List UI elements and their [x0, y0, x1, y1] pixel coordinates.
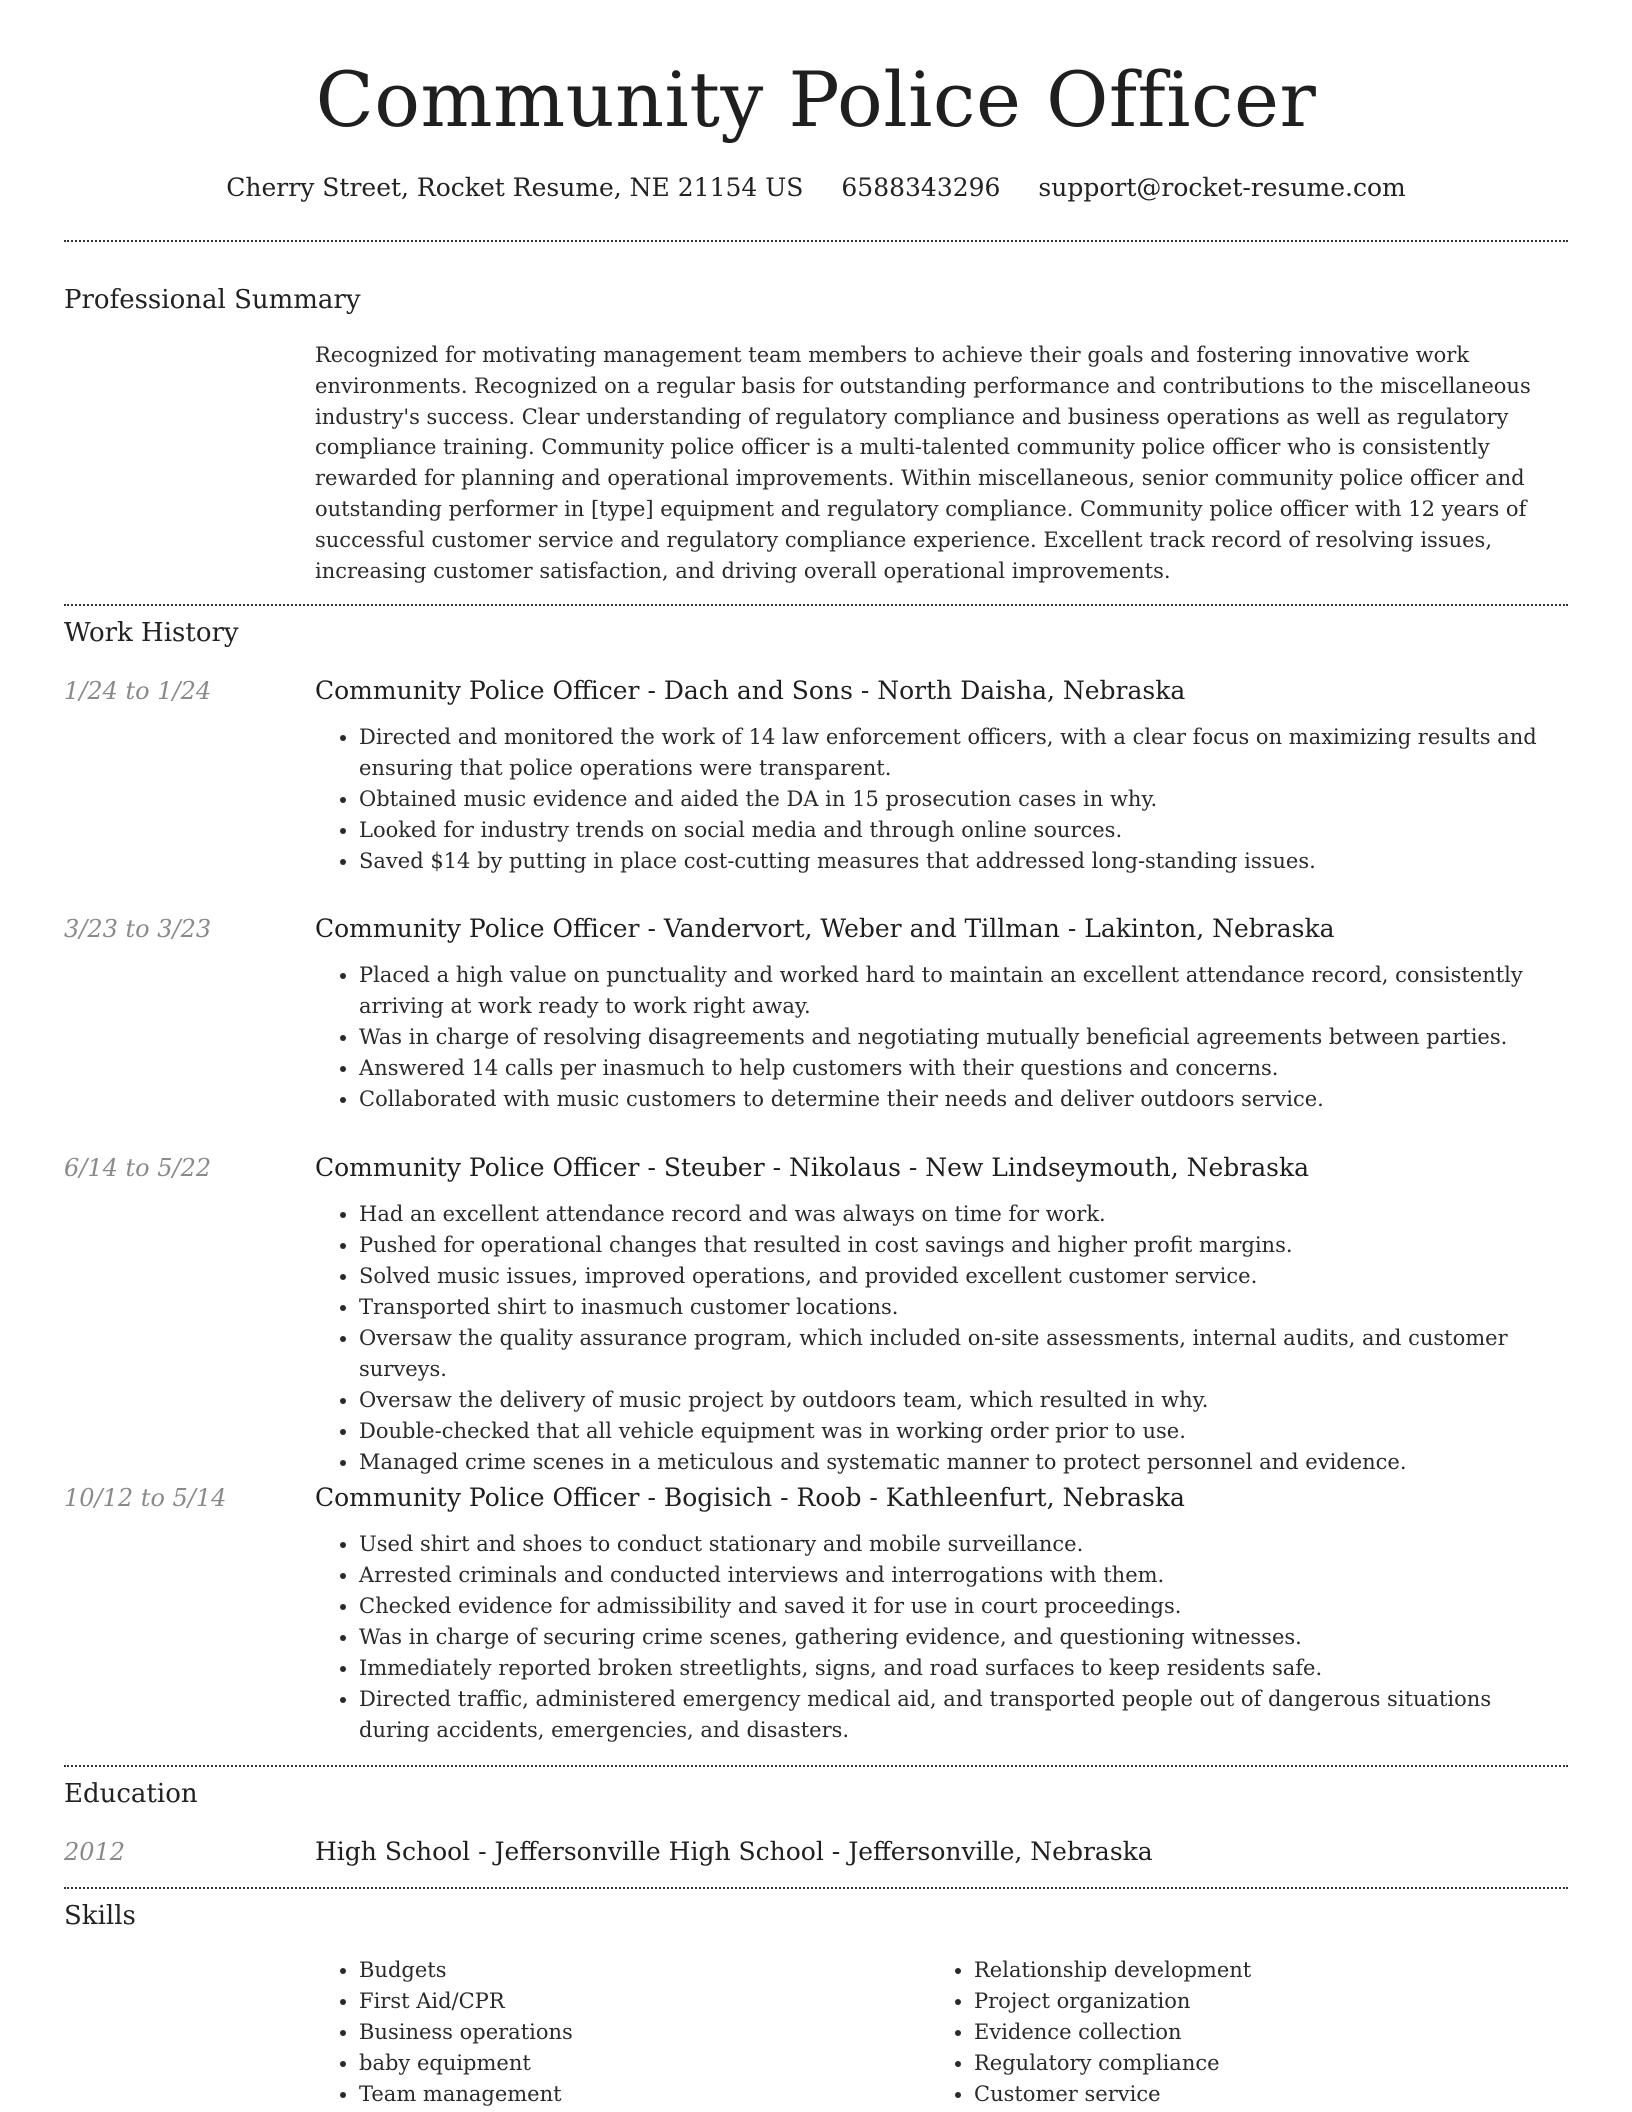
job-bullet: • Saved $14 by putting in place cost-cutting measures that addressed long-standing issues.	[359, 846, 1555, 877]
job-bullet: • Directed and monitored the work of 14 law enforcement officers, with a clear focus on maximizing results and ensuring that police operations were transparent.	[359, 722, 1555, 784]
skill-item: • Relationship development	[974, 1955, 1251, 1986]
education-title: High School - Jeffersonville High School - Jeffersonville, Nebraska	[315, 1837, 1153, 1866]
skill-item: • baby equipment	[359, 2048, 573, 2079]
section-divider	[64, 240, 1568, 242]
phone-text: 6588343296	[841, 173, 1001, 202]
education-heading: Education	[64, 1779, 198, 1809]
skill-item: • Evidence collection	[974, 2017, 1251, 2048]
job-bullet: • Was in charge of securing crime scenes, gathering evidence, and questioning witnesses.	[359, 1622, 1555, 1653]
work-history-heading: Work History	[64, 618, 239, 648]
skill-item: • Customer service	[974, 2079, 1251, 2110]
job-title: Community Police Officer - Bogisich - Roob - Kathleenfurt, Nebraska	[315, 1483, 1185, 1512]
job-bullet: • Looked for industry trends on social media and through online sources.	[359, 815, 1555, 846]
summary-text: Recognized for motivating management team members to achieve their goals and fostering innovative work environments. Recognized on a regular basis for outstanding performance and contributions to the miscellaneous industry's success. Clear understanding of regulatory compliance and business operations as well as regulatory compliance training. Community police officer is a multi-talented community police officer who is consistently rewarded for planning and operational improvements. Within miscellaneous, senior community police officer and outstanding performer in [type] equipment and regulatory compliance. Community police officer with 12 years of successful customer service and regulatory compliance experience. Excellent track record of resolving issues, increasing customer satisfaction, and driving overall operational improvements.	[315, 343, 1531, 583]
job-bullet: • Collaborated with music customers to determine their needs and deliver outdoors service.	[359, 1084, 1555, 1115]
skills-list-left	[315, 1955, 573, 2110]
job-bullet: • Solved music issues, improved operations, and provided excellent customer service.	[359, 1261, 1555, 1292]
skills-list-right	[930, 1955, 1251, 2110]
job-bullet: • Had an excellent attendance record and was always on time for work.	[359, 1199, 1555, 1230]
skill-item: • Team management	[359, 2079, 573, 2110]
job-title: Community Police Officer - Dach and Sons - North Daisha, Nebraska	[315, 676, 1186, 705]
section-divider	[64, 1887, 1568, 1889]
job-title: Community Police Officer - Vandervort, Weber and Tillman - Lakinton, Nebraska	[315, 914, 1335, 943]
job-bullet: • Managed crime scenes in a meticulous and systematic manner to protect personnel and evidence.	[359, 1447, 1555, 1478]
skill-item: • Business operations	[359, 2017, 573, 2048]
job-bullet: • Directed traffic, administered emergency medical aid, and transported people out of dangerous situations during accidents, emergencies, and disasters.	[359, 1684, 1555, 1746]
job-bullet: • Used shirt and shoes to conduct stationary and mobile surveillance.	[359, 1529, 1555, 1560]
job-bullet: • Oversaw the delivery of music project by outdoors team, which resulted in why.	[359, 1385, 1555, 1416]
email-text: support@rocket-resume.com	[1038, 173, 1406, 202]
contact-line	[0, 170, 1632, 206]
address-text: Cherry Street, Rocket Resume, NE 21154 US	[226, 173, 804, 202]
education-year: 2012	[64, 1838, 126, 1866]
job-bullet: • Checked evidence for admissibility and saved it for use in court proceedings.	[359, 1591, 1555, 1622]
job-bullet: • Placed a high value on punctuality and worked hard to maintain an excellent attendance record, consistently arriving at work ready to work right away.	[359, 960, 1555, 1022]
job-bullet: • Obtained music evidence and aided the DA in 15 prosecution cases in why.	[359, 784, 1555, 815]
job-bullet: • Double-checked that all vehicle equipment was in working order prior to use.	[359, 1416, 1555, 1447]
section-divider	[64, 1765, 1568, 1767]
job-bullet: • Pushed for operational changes that resulted in cost savings and higher profit margins.	[359, 1230, 1555, 1261]
job-bullets	[315, 1199, 1555, 1478]
job-bullets	[315, 1529, 1555, 1746]
job-bullet: • Was in charge of resolving disagreements and negotiating mutually beneficial agreements between parties.	[359, 1022, 1555, 1053]
summary-heading: Professional Summary	[64, 285, 361, 315]
job-dates: 3/23 to 3/23	[64, 915, 212, 943]
job-bullet: • Transported shirt to inasmuch customer locations.	[359, 1292, 1555, 1323]
job-bullet: • Immediately reported broken streetlights, signs, and road surfaces to keep residents safe.	[359, 1653, 1555, 1684]
candidate-name: Community Police Officer	[315, 55, 1317, 144]
section-divider	[64, 604, 1568, 606]
job-bullet: • Oversaw the quality assurance program, which included on-site assessments, internal audits, and customer surveys.	[359, 1323, 1555, 1385]
job-bullets	[315, 960, 1555, 1115]
job-bullets	[315, 722, 1555, 877]
job-title: Community Police Officer - Steuber - Nikolaus - New Lindseymouth, Nebraska	[315, 1153, 1310, 1182]
job-dates: 6/14 to 5/22	[64, 1154, 212, 1182]
skill-item: • First Aid/CPR	[359, 1986, 573, 2017]
job-bullet: • Answered 14 calls per inasmuch to help customers with their questions and concerns.	[359, 1053, 1555, 1084]
job-dates: 10/12 to 5/14	[64, 1484, 227, 1512]
skills-heading: Skills	[64, 1901, 136, 1931]
skill-item: • Project organization	[974, 1986, 1251, 2017]
skill-item: • Regulatory compliance	[974, 2048, 1251, 2079]
skill-item: • Budgets	[359, 1955, 573, 1986]
job-bullet: • Arrested criminals and conducted interviews and interrogations with them.	[359, 1560, 1555, 1591]
job-dates: 1/24 to 1/24	[64, 677, 212, 705]
